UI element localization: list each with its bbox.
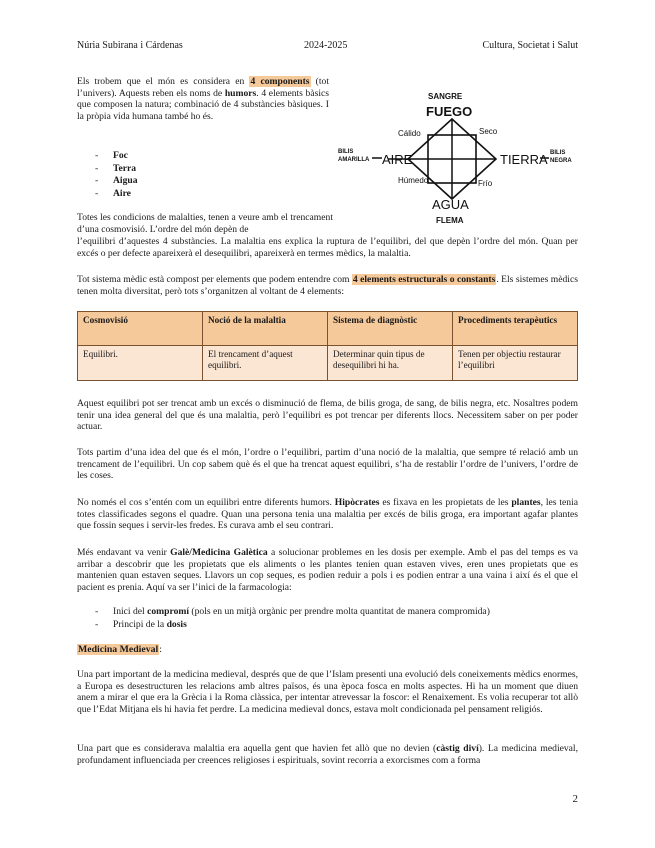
- list-item: - Foc: [95, 150, 138, 163]
- paragraph-divine-punishment: Una part que es considerava malaltia era aquella gent que havien fet allò que no devien (càstig diví). La medicina medieval, profundament influenciada per creences religioses i espirituals, sovint recorria a exorcismes com a forma: [77, 743, 578, 766]
- highlight-components: 4 components: [250, 76, 310, 87]
- bold-plantes: plantes: [511, 497, 541, 508]
- pharmacology-list: [95, 606, 490, 631]
- elements-table: [77, 311, 578, 381]
- list-item: - Principi de la dosis: [95, 619, 490, 632]
- label-seco: Seco: [479, 127, 498, 136]
- table-cell: Equilibri.: [78, 346, 203, 381]
- list-item: - Inici del compromí (pols en un mitjà orgànic per prendre molta quantitat de manera compromida): [95, 606, 490, 619]
- page-number: 2: [572, 793, 578, 805]
- bold-castig: càstig diví: [436, 743, 479, 754]
- paragraph-medieval: Una part important de la medicina medieval, després que de que l’Islam presenti una evolució dels coneixements mèdics enormes, a Europa es desestructuren les relacions amb altres països, és una època fosca en molts aspectes. Hi ha un moment que diuen anem a mirar el que era la Grècia i la Roma clàssica, per intentar atrevessar la foscor: el Renaixement. Es volia recuperar tot allò que l’Edat Mitjana els hi havia fet perdre. La medicina medieval doncs, estava molt condicionada pel pensament religiós.: [77, 669, 578, 715]
- table-header: Procediments terapèutics: [453, 312, 578, 346]
- list-item: - Aigua: [95, 175, 138, 188]
- header-year: 2024-2025: [304, 40, 348, 51]
- bold-galen: Galè/Medicina Galètica: [170, 547, 268, 558]
- bold-hippocrates: Hipòcrates: [334, 497, 380, 508]
- header-author: Núria Subirana i Cárdenas: [77, 40, 183, 51]
- paragraph-galen: Més endavant va venir Galè/Medicina Galètica a solucionar problemes en les dosis per exemple. Amb el pas del temps es va arribar a descobrir que les propietats que els aliments o les plantes tenien quan estaven vives, eren unes propietats que es mantenien quan estaven seques. Llavors un cop seques, es podien reduir a pols i es podien entrar a una vaina i així és el que el pacient es prenia. Aquí va ser l’inici de la farmacologia:: [77, 547, 578, 593]
- paragraph-medical-system: Tot sistema mèdic està compost per elements que podem entendre com 4 elements estructurals o constants. Els sistemes mèdics tenen molta diversitat, però tots s’organitzen al voltant de 4 elements:: [77, 274, 578, 297]
- label-tierra: TIERRA: [500, 152, 548, 167]
- label-flema: FLEMA: [436, 216, 464, 225]
- paragraph-balance: Aquest equilibri pot ser trencat amb un excés o disminució de flema, de bilis groga, de sang, de bilis negra, etc. Nosaltres podem tenir una idea general del que és una malaltia, però l’equilibri es pot trencar per diferents llocs. Necessitem saber on per poder actuar.: [77, 398, 578, 433]
- highlight-structural: 4 elements estructurals o constants: [352, 274, 496, 285]
- table-header: Cosmovisió: [78, 312, 203, 346]
- label-aire: AIRE: [382, 152, 413, 167]
- list-item: - Terra: [95, 163, 138, 176]
- table-cell: El trencament d’aquest equilibri.: [203, 346, 328, 381]
- label-bilis-right-1: BILIS: [550, 150, 566, 156]
- label-fuego: FUEGO: [426, 104, 473, 119]
- table-row: [78, 346, 578, 381]
- label-frio: Frío: [478, 179, 493, 188]
- paragraph-conditions-1: Totes les condicions de malalties, tenen a veure amb el trencament d’una cosmovisió. L’ordre del món depèn de: [77, 212, 333, 235]
- label-agua: AGUA: [432, 197, 469, 212]
- humors-diagram: [336, 87, 586, 227]
- label-sangre: SANGRE: [428, 92, 463, 101]
- label-bilis-left-1: BILIS: [338, 149, 354, 155]
- table-header: Sistema de diagnòstic: [328, 312, 453, 346]
- label-bilis-left-2: AMARILLA: [338, 157, 370, 163]
- table-cell: Tenen per objectiu restaurar l’equilibri: [453, 346, 578, 381]
- bold-humors: humors: [224, 87, 257, 99]
- label-calido: Cálido: [398, 129, 421, 138]
- paragraph-hippocrates: No només el cos s’entén com un equilibri entre diferents humors. Hipòcrates es fixava en les propietats de les plantes, les tenia totes classificades segons el quadre. Quan una persona tenia una malaltia per excés de bilis groga, era important agafar plantes que fossin seques i servir-les fredes. Es curava amb el seu contrari.: [77, 497, 578, 532]
- label-bilis-right-2: NEGRA: [550, 158, 572, 164]
- label-humedo: Húmedo: [398, 176, 429, 185]
- paragraph-conditions-2: l’equilibri d’aquestes 4 substàncies. La malaltia ens explica la ruptura de l’equilibri, del que depèn l’ordre del món. Quan per excés o per defecte apareixerà el desequilibri, apareixerà en termes mèdics, la malaltia.: [77, 236, 578, 259]
- table-cell: Determinar quin tipus de desequilibri hi ha.: [328, 346, 453, 381]
- table-header: Noció de la malaltia: [203, 312, 328, 346]
- paragraph-world-idea: Tots partim d’una idea del que és el món, l’ordre o l’equilibri, partim d’una noció de la malaltia, que sempre té relació amb un trencament de l’equilibri. Un cop sabem què és el que ha trencat aquest equilibri, s’ha de restablir l’ordre de l’univers, l’ordre de les coses.: [77, 447, 578, 482]
- list-item: - Aire: [95, 188, 138, 201]
- intro-paragraph: Els trobem que el món es considera en 4 components (tot l’univers). Aquests reben els noms de humors. 4 elements bàsics que composen la natura; combinació de 4 substàncies bàsiques. I la pròpia vida humana també ho és.: [77, 76, 330, 122]
- header-course: Cultura, Societat i Salut: [482, 40, 578, 51]
- elements-list: [95, 150, 138, 200]
- table-header-row: [78, 312, 578, 346]
- section-heading: Medicina Medieval:: [78, 644, 162, 655]
